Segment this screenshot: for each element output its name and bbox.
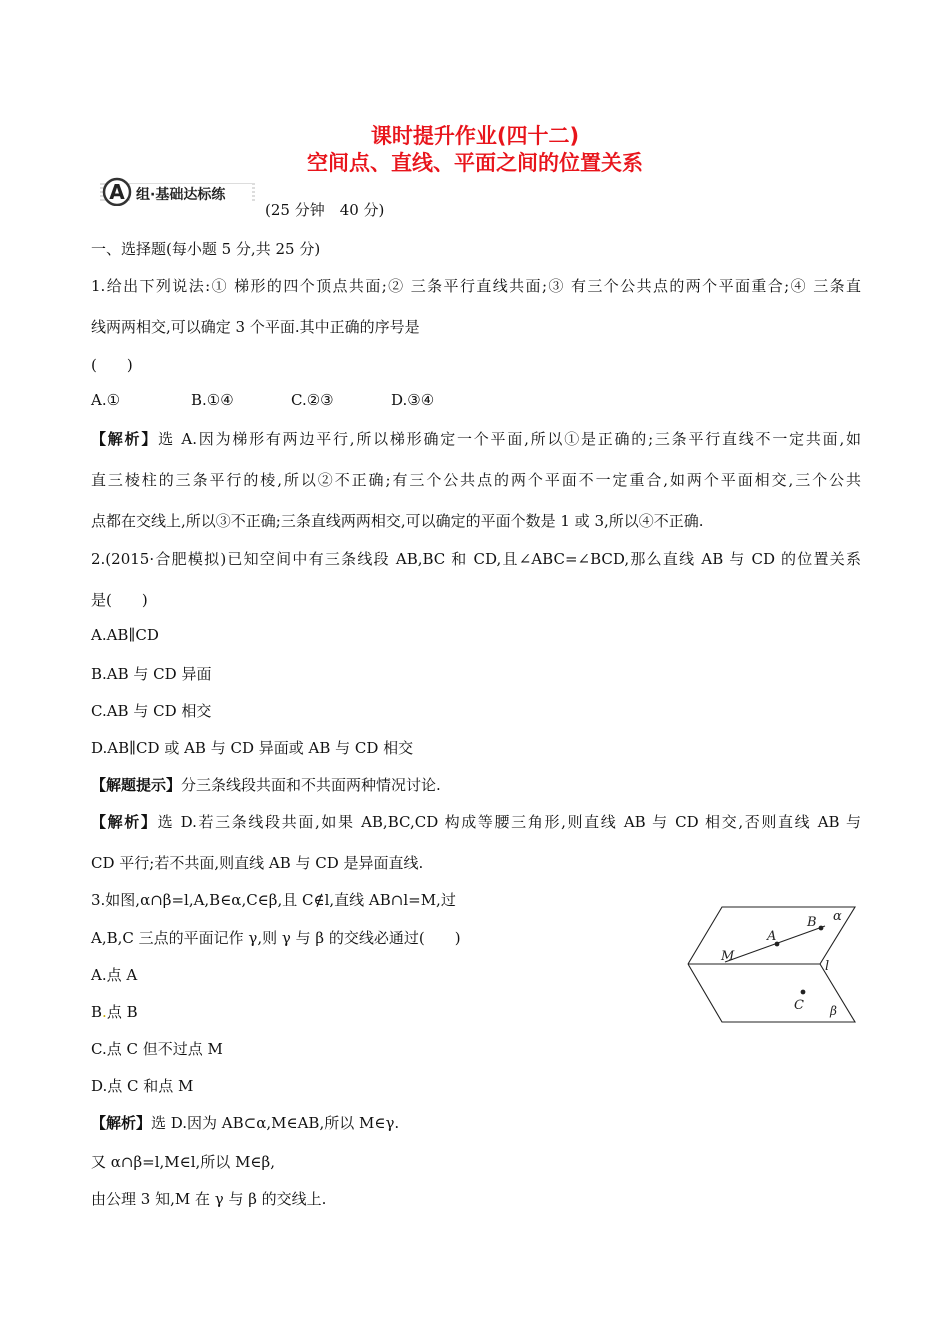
label-l: l	[825, 959, 830, 974]
group-badge	[100, 176, 260, 206]
q1-option-c: C.②③	[291, 391, 334, 409]
q1-options	[91, 391, 491, 409]
point-b-dot	[819, 926, 824, 931]
badge-letter: A	[109, 180, 125, 204]
q3-option-c: C.点 C 但不过点 M	[91, 1040, 223, 1058]
title-line-1: 课时提升作业(四十二)	[370, 124, 580, 148]
q1-line-1: 1.给出下列说法:① 梯形的四个顶点共面;② 三条平行直线共面;③ 有三个公共点的两个平面重合;④ 三条直	[91, 277, 861, 295]
q3-analysis-line-1	[91, 1112, 399, 1133]
title-line-2: 空间点、直线、平面之间的位置关系	[307, 151, 643, 175]
q3-line-1: 3.如图,α∩β=l,A,B∈α,C∈β,且 C∉l,直线 AB∩l=M,过	[91, 891, 456, 909]
label-beta: β	[830, 1004, 837, 1018]
q2-analysis-line-2: CD 平行;若不共面,则直线 AB 与 CD 是异面直线.	[91, 854, 424, 872]
q3-option-b	[91, 1001, 138, 1022]
label-alpha: α	[833, 909, 842, 924]
q2-hint	[91, 774, 441, 795]
q1-analysis-text-1: 选 A.因为梯形有两边平行,所以梯形确定一个平面,所以①是正确的;三条平行直线不一定共面,如	[158, 430, 861, 448]
q1-analysis-tag: 【解析】	[91, 430, 159, 448]
q3-option-d: D.点 C 和点 M	[91, 1077, 194, 1095]
q1-option-a: A.①	[91, 391, 121, 409]
badge-text: 组·基础达标练	[136, 187, 226, 203]
q2-hint-text: 分三条线段共面和不共面两种情况讨论.	[181, 776, 441, 794]
q2-option-a: A.AB∥CD	[91, 626, 159, 644]
q2-option-c: C.AB 与 CD 相交	[91, 702, 212, 720]
q2-hint-tag: 【解题提示】	[91, 776, 182, 794]
q3-option-b-text: 点 B	[106, 1003, 138, 1021]
q2-analysis-line-1	[91, 811, 861, 832]
q1-analysis-line-3: 点都在交线上,所以③不正确;三条直线两两相交,可以确定的平面个数是 1 或 3,所以④不正确.	[91, 512, 704, 530]
label-b: B	[807, 915, 817, 930]
q1-line-2: 线两两相交,可以确定 3 个平面.其中正确的序号是	[91, 318, 420, 336]
q3-option-a: A.点 A	[91, 966, 138, 984]
label-c: C	[794, 998, 804, 1013]
q1-option-b: B.①④	[191, 391, 234, 409]
q3-line-2: A,B,C 三点的平面记作 γ,则 γ 与 β 的交线必通过( )	[91, 929, 461, 947]
q2-option-b: B.AB 与 CD 异面	[91, 665, 212, 683]
planes-figure	[685, 902, 865, 1028]
q1-bracket: ( )	[91, 356, 133, 374]
q2-line-2: 是( )	[91, 591, 148, 609]
q2-line-1: 2.(2015·合肥模拟)已知空间中有三条线段 AB,BC 和 CD,且∠ABC=∠BCD,那么直线 AB 与 CD 的位置关系	[91, 550, 861, 568]
section-heading: 一、选择题(每小题 5 分,共 25 分)	[91, 240, 321, 258]
q1-option-d: D.③④	[391, 391, 435, 409]
q2-analysis-text-1: 选 D.若三条线段共面,如果 AB,BC,CD 构成等腰三角形,则直线 AB 与 CD 相交,否则直线 AB 与	[157, 813, 861, 831]
q3-analysis-line-2: 又 α∩β=l,M∈l,所以 M∈β,	[91, 1153, 275, 1171]
point-c-dot	[801, 990, 806, 995]
q1-analysis-line-2: 直三棱柱的三条平行的棱,所以②不正确;有三个公共点的两个平面不一定重合,如两个平面相交,三个公共	[91, 471, 861, 489]
q1-analysis-line-1	[91, 428, 861, 449]
q3-analysis-tag: 【解析】	[91, 1114, 152, 1132]
q3-option-b-dot: .	[102, 1003, 107, 1021]
q2-analysis-tag: 【解析】	[91, 813, 158, 831]
label-a: A	[767, 929, 777, 944]
q3-option-b-letter: B	[91, 1003, 103, 1021]
label-m: M	[721, 949, 735, 964]
q3-analysis-text-1: 选 D.因为 AB⊂α,M∈AB,所以 M∈γ.	[151, 1114, 400, 1132]
timing: (25 分钟 40 分)	[265, 201, 385, 219]
q2-option-d: D.AB∥CD 或 AB 与 CD 异面或 AB 与 CD 相交	[91, 739, 414, 757]
q3-analysis-line-3: 由公理 3 知,M 在 γ 与 β 的交线上.	[91, 1190, 327, 1208]
